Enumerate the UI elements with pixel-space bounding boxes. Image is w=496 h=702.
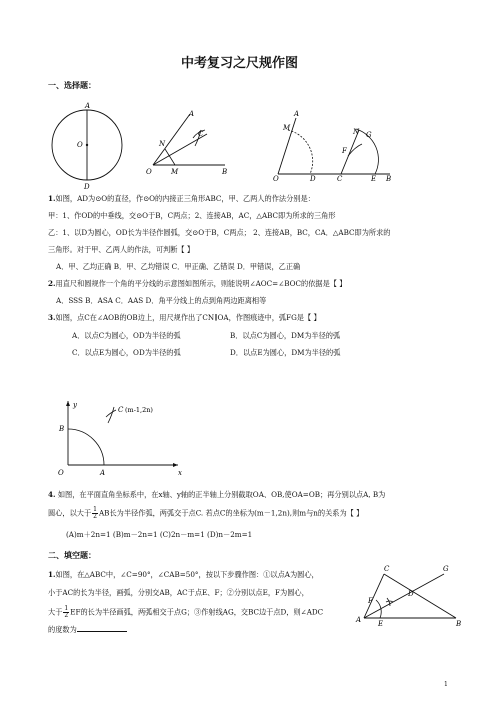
label-x: x: [178, 469, 182, 477]
label-F: F: [342, 147, 347, 155]
fraction-numerator: 1: [93, 506, 97, 513]
label-B: B: [386, 175, 392, 182]
label-A: A: [189, 110, 195, 118]
label-A: A: [100, 469, 106, 477]
label-N: N: [159, 140, 166, 148]
label-A: A: [294, 110, 300, 118]
label-E: E: [371, 175, 377, 182]
q1-stem-text: 如图，AD为⊙O的直径，作⊙O的内接正三角形ABC，甲、乙两人的作法分别是：: [55, 194, 315, 203]
label-C-coordinates: (m-1,2n): [125, 406, 153, 414]
fill-q1-text-3a: 大于: [48, 607, 63, 617]
q2-stem: [48, 279, 346, 289]
label-O: O: [273, 175, 279, 182]
section-heading-choice: 一、选择题：: [48, 81, 96, 90]
label-D: D: [408, 590, 414, 598]
fill-q1-line1: [48, 570, 319, 580]
label-D: D: [310, 175, 316, 182]
figure-circle-diameter: [48, 100, 148, 190]
q1-number: 1.: [48, 194, 56, 203]
q1-stem: [48, 194, 315, 204]
figure-coordinate-plane: [50, 395, 190, 480]
q2-options: A．SSS B．ASA C．AAS D．角平分线上的点到角两边距离相等: [56, 296, 267, 305]
fill-q1-line2: 小于AC的长为半径，画弧，分别交AB，AC于点E、F；②分别以点E，F为圆心，: [48, 588, 309, 597]
fill-q1-text-4: 的度数为: [48, 625, 77, 634]
section-heading-fill: 二、填空题：: [48, 551, 96, 560]
label-C: C: [337, 175, 343, 182]
q3-option-c: C．以点E为圆心，OD为半径的弧: [72, 348, 181, 357]
label-B: B: [456, 620, 462, 628]
fill-q1-line3: [48, 606, 323, 619]
q1-method-yi-line2: 三角形。对于甲、乙两人的作法，可判断【 】: [48, 245, 195, 254]
label-B: B: [59, 425, 65, 433]
page-number: 1: [444, 681, 448, 688]
figure-triangle-bisector: [346, 560, 466, 632]
q4-stem-text-a: 圆心，以大于: [48, 508, 92, 518]
fill-q1-number: 1.: [48, 570, 56, 579]
fill-q1-line4: [48, 624, 127, 635]
q4-options: (A)m＋2n=1 (B)m－2n=1 (C)2n－m=1 (D)n－2m=1: [66, 530, 253, 539]
label-O: O: [58, 469, 64, 477]
label-G: G: [443, 565, 449, 573]
figure-parallel-construction: [258, 104, 398, 182]
fraction-denominator: 2: [93, 513, 97, 520]
fraction-one-half: [63, 606, 69, 619]
q4-stem-line2: [48, 507, 363, 520]
q2-number: 2.: [48, 279, 56, 288]
q3-stem: [48, 313, 321, 323]
label-O: O: [77, 141, 83, 149]
label-M: M: [171, 168, 179, 176]
label-O: O: [146, 168, 152, 176]
answer-blank[interactable]: [77, 624, 127, 632]
label-B: B: [222, 168, 228, 176]
label-C: C: [118, 406, 124, 414]
q4-stem-line1: [48, 490, 385, 500]
page-title: 中考复习之尺规作图: [181, 56, 299, 71]
label-y: y: [73, 401, 77, 409]
label-A: A: [85, 102, 91, 110]
q4-stem-text-b: AB长为半径作弧，两弧交于点C. 若点C的坐标为(m－1,2n),则m与n的关系为【 】: [98, 508, 364, 518]
q3-option-d: D．以点E为圆心，DM为半径的弧: [230, 348, 341, 357]
q2-stem-text: 用直尺和圆规作一个角的平分线的示意图如图所示，则能说明∠AOC=∠BOC的依据是【 】: [55, 279, 347, 288]
fraction-denominator: 2: [64, 612, 69, 619]
q3-option-a: A．以点C为圆心，OD为半径的弧: [72, 331, 181, 340]
label-F: F: [368, 597, 373, 605]
label-D: D: [84, 183, 90, 190]
label-N: N: [353, 128, 360, 136]
fill-q1-text-1: 如图，在△ABC中，∠C=90°，∠CAB=50°，按以下步骤作图：①以点A为圆心，: [55, 570, 319, 579]
q3-stem-text: 如图，点C在∠AOB的OB边上，用尺规作出了CN∥OA，作图痕迹中，弧FG是【 】: [55, 313, 321, 322]
label-A: A: [356, 616, 362, 624]
q3-option-b: B．以点C为圆心，DM为半径的弧: [230, 331, 341, 340]
q4-stem-text: 如图，在平面直角坐标系中，在x轴、y轴的正半轴上分别截取OA、OB,使OA=OB；再分别以点A, B为: [57, 490, 386, 499]
label-E: E: [378, 620, 384, 628]
label-M: M: [283, 124, 291, 132]
q4-number: 4.: [48, 490, 56, 499]
label-C: C: [384, 565, 390, 573]
q1-method-jia: 甲：1、作OD的中垂线，交⊙O于B，C两点；2、连接AB，AC，△ABC即为所求的三角形: [48, 211, 336, 220]
q3-number: 3.: [48, 313, 56, 322]
fraction-numerator: 1: [64, 605, 69, 612]
q1-method-yi-line1: 乙：1、以D为圆心，OD长为半径作圆弧，交⊙O于B，C两点； 2、连接AB，BC，CA．△ABC即为所求的: [48, 228, 391, 237]
q1-options: A．甲、乙均正确 B．甲、乙均错误 C．甲正确、乙错误 D．甲错误，乙正确: [56, 262, 301, 271]
figure-angle-bisector: [145, 108, 235, 178]
label-C: C: [198, 130, 204, 138]
fraction-one-half: [92, 507, 98, 520]
fill-q1-text-3b: EF的长为半径画弧，两弧相交于点G；③作射线AG，交BC边于点D，则∠ADC: [70, 607, 324, 617]
label-G: G: [366, 131, 372, 139]
